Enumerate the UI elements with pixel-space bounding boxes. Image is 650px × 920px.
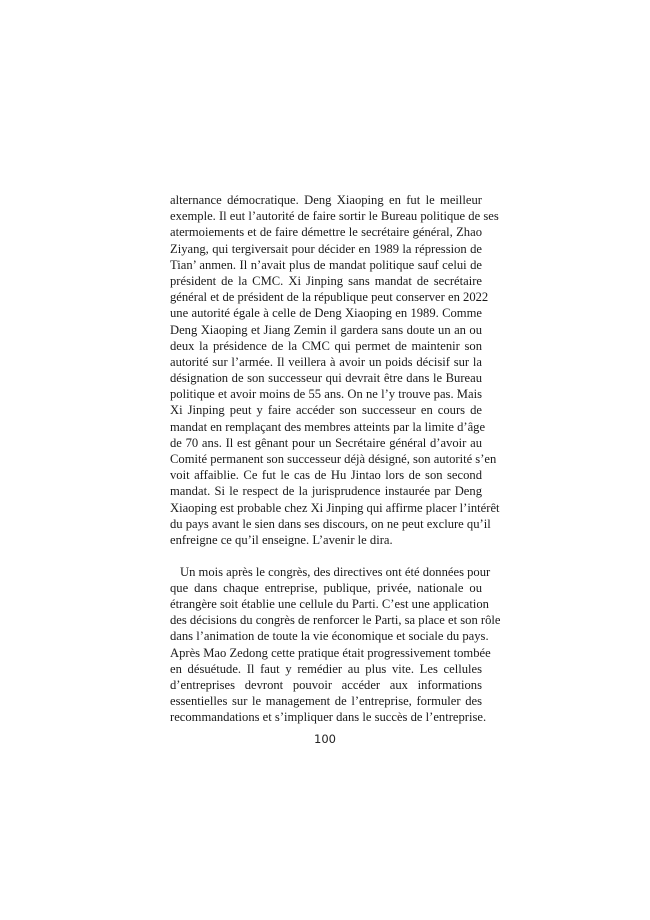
text-line: étrangère soit établie une cellule du Parti. C’est une application: [170, 597, 489, 611]
text-line: Xi Jinping peut y faire accéder son successeur en cours de: [170, 403, 482, 418]
text-line: Ziyang, qui tergiversait pour décider en 1989 la répression de: [170, 241, 482, 256]
text-line: d’entreprises devront pouvoir accéder aux informations: [170, 677, 482, 692]
text-line: politique et avoir moins de 55 ans. On ne l’y trouve pas. Mais: [170, 387, 482, 402]
text-line: recommandations et s’impliquer dans le succès de l’entreprise.: [170, 710, 487, 725]
text-line: Xiaoping est probable chez Xi Jinping qui affirme placer l’intérêt: [170, 500, 500, 515]
text-line: dans l’animation de toute la vie économique et sociale du pays.: [170, 629, 489, 644]
page-number: 100: [314, 732, 336, 746]
text-line: essentielles sur le management de l’entreprise, formuler des: [170, 694, 482, 709]
text-line: général et de président de la république peut conserver en 2022: [170, 290, 489, 305]
document-body: [170, 192, 501, 726]
text-line: président de la CMC. Xi Jinping sans mandat de secrétaire: [170, 273, 482, 288]
text-line: voit affaiblie. Ce fut le cas de Hu Jintao lors de son second: [170, 468, 482, 483]
text-line: du pays avant le sien dans ses discours, on ne peut exclure qu’il: [170, 516, 491, 531]
text-line: une autorité égale à celle de Deng Xiaoping en 1989. Comme: [170, 306, 482, 321]
text-line: de 70 ans. Il est gênant pour un Secrétaire général d’avoir au: [170, 435, 482, 450]
paragraph-1: [170, 192, 500, 548]
text-line: alternance démocratique. Deng Xiaoping en fut le meilleur: [170, 193, 482, 207]
text-line: enfreigne ce qu’il enseigne. L’avenir le dira.: [170, 532, 393, 547]
paragraph-2: [170, 564, 501, 726]
text-line: Deng Xiaoping et Jiang Zemin il gardera sans doute un an ou: [170, 322, 482, 337]
text-line: que dans chaque entreprise, publique, privée, nationale ou: [170, 580, 482, 595]
text-line: mandat. Si le respect de la jurisprudence instaurée par Deng: [170, 484, 482, 499]
text-line: atermoiements et de faire démettre le secrétaire général, Zhao: [170, 225, 482, 240]
text-line: désignation de son successeur qui devrait être dans le Bureau: [170, 371, 482, 386]
text-line: deux la présidence de la CMC qui permet de maintenir son: [170, 338, 482, 353]
text-line: autorité sur l’armée. Il veillera à avoir un poids décisif sur la: [170, 354, 482, 369]
text-line: exemple. Il eut l’autorité de faire sortir le Bureau politique de ses: [170, 209, 499, 224]
text-line: des décisions du congrès de renforcer le Parti, sa place et son rôle: [170, 613, 501, 628]
text-line: Un mois après le congrès, des directives ont été données pour: [180, 564, 491, 579]
text-line: Tian’ anmen. Il n’avait plus de mandat politique sauf celui de: [170, 257, 482, 272]
text-line: Comité permanent son successeur déjà désigné, son autorité s’en: [170, 452, 497, 466]
text-line: Après Mao Zedong cette pratique était progressivement tombée: [170, 645, 491, 660]
text-line: mandat en remplaçant des membres atteints par la limite d’âge: [170, 419, 486, 434]
text-line: en désuétude. Il faut y remédier au plus vite. Les cellules: [170, 661, 482, 676]
